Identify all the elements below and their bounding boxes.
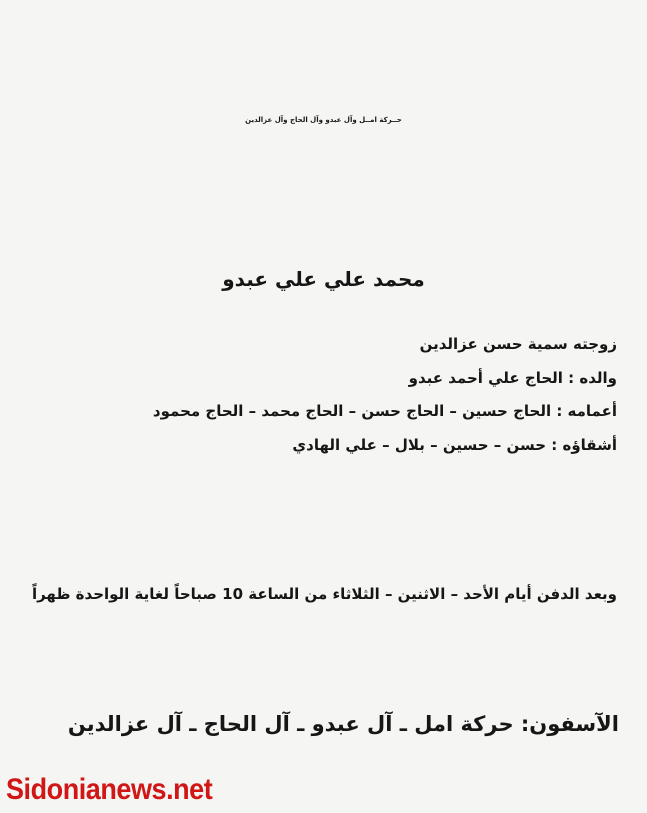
condolence-line-2: وبعد الدفن أيام الأحد – الاثنين – الثلاثاء من الساعة 10 صباحاً لغاية الواحدة ظهراً (31, 585, 617, 603)
relative-brothers: أشقاؤه : حسن – حسين – بلال – علي الهادي (292, 436, 617, 454)
deceased-name: محمد علي علي عبدو (222, 267, 425, 291)
relative-wife: زوجته سمية حسن عزالدين (419, 335, 617, 353)
relative-uncles: أعمامه : الحاج حسين – الحاج حسن – الحاج محمد – الحاج محمود (152, 402, 617, 420)
site-watermark: Sidonianews.net (6, 773, 213, 806)
relative-father: والده : الحاج علي أحمد عبدو (408, 369, 617, 387)
mourners-line-1: الآسفون: حركة امل ـ آل عبدو ـ آل الحاج ـ آل عزالدين (67, 712, 619, 736)
family-header: حــركة امــل وآل عبدو وآل الحاج وآل عزالدين (245, 116, 402, 124)
